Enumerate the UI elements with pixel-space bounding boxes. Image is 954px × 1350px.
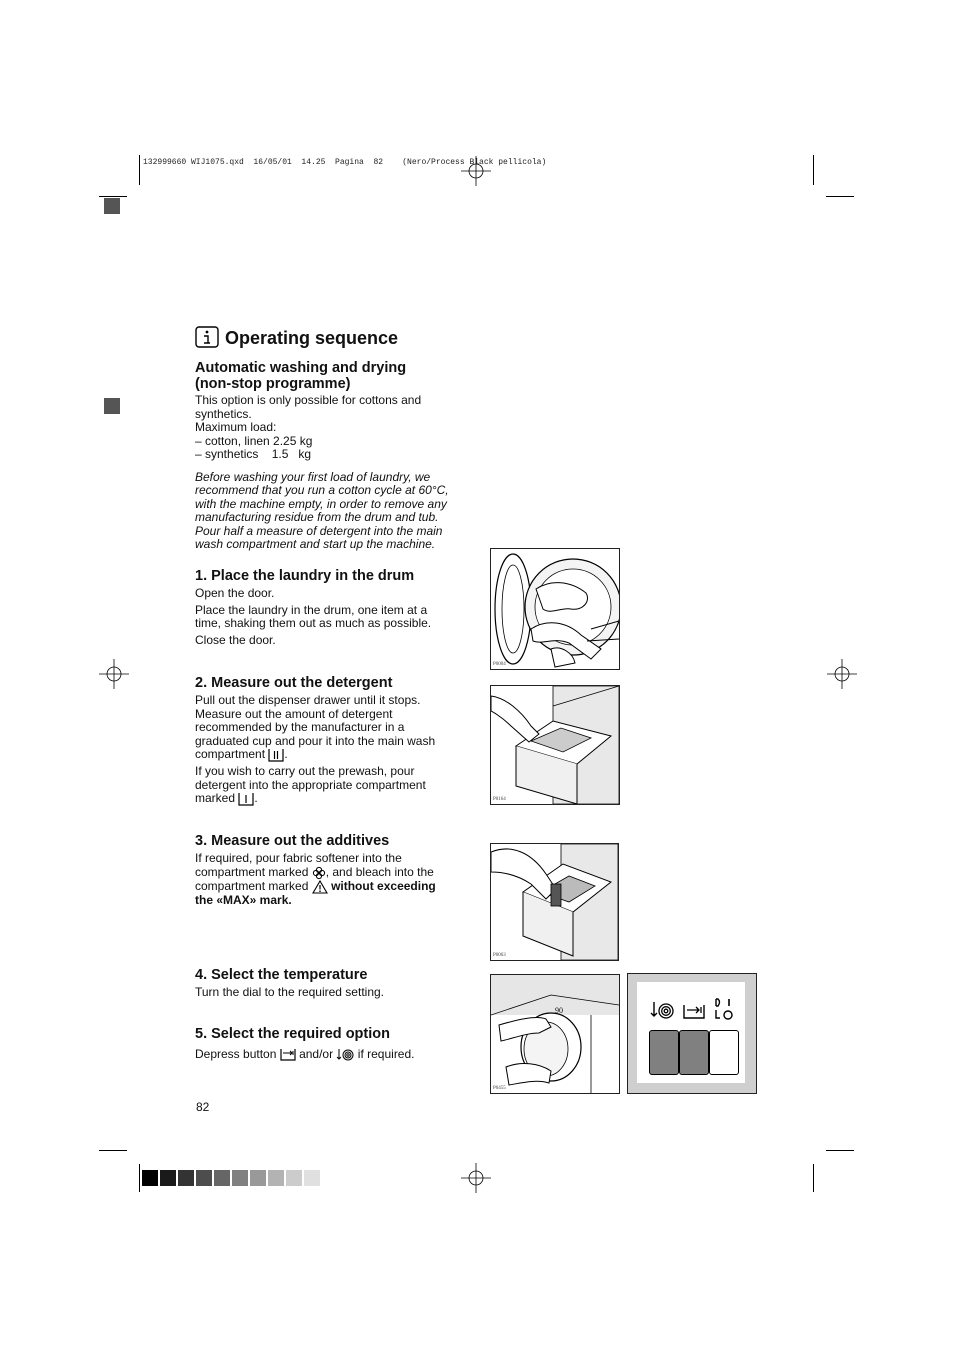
prewash-compartment-icon bbox=[238, 792, 254, 806]
intro-line: – cotton, linen 2.25 kg bbox=[195, 433, 313, 448]
main-wash-compartment-icon bbox=[268, 748, 284, 762]
step-2-line: graduated cup and pour it into the main wash bbox=[195, 733, 436, 748]
fabric-softener-flower-icon bbox=[312, 866, 326, 880]
step-2-text bbox=[195, 765, 460, 806]
step-2-line: detergent into the appropriate compartment bbox=[195, 777, 426, 792]
intro-line: – synthetics 1.5 kg bbox=[195, 447, 312, 461]
info-icon bbox=[195, 326, 219, 350]
figure-code: P0004 bbox=[493, 662, 506, 667]
step-2-line: Measure out the amount of detergent bbox=[195, 706, 393, 721]
margin-marker bbox=[104, 198, 120, 214]
spin-reduction-icon bbox=[336, 1048, 354, 1061]
color-swatch bbox=[160, 1170, 176, 1186]
intro-text bbox=[195, 394, 460, 462]
color-swatch bbox=[286, 1170, 302, 1186]
note-line: Before washing your first load of laundry, we bbox=[195, 469, 431, 484]
step-1-heading: 1. Place the laundry in the drum bbox=[195, 568, 415, 584]
step-1-text bbox=[195, 604, 460, 631]
bleach-triangle-icon bbox=[312, 880, 328, 894]
step-3-section bbox=[195, 833, 460, 907]
figure-code: P0455 bbox=[493, 1086, 506, 1091]
step-3-warning: without exceeding bbox=[331, 878, 436, 893]
figure-code: P0063 bbox=[493, 953, 506, 958]
color-swatch bbox=[196, 1170, 212, 1186]
crop-mark bbox=[139, 155, 140, 185]
page-number: 82 bbox=[196, 1100, 210, 1114]
extra-rinse-icon bbox=[280, 1048, 296, 1061]
step-2-line: recommended by the manufacturer in a bbox=[195, 720, 405, 734]
figure-additives bbox=[490, 843, 619, 961]
step-3-heading: 3. Measure out the additives bbox=[195, 833, 390, 849]
drum-illustration bbox=[491, 549, 619, 669]
crop-mark bbox=[826, 196, 854, 197]
subtitle-line: (non-stop programme) bbox=[195, 376, 351, 392]
step-5-line: if required. bbox=[357, 1047, 415, 1061]
registration-mark bbox=[461, 156, 491, 186]
note-line: recommend that you run a cotton cycle at 60°C, bbox=[195, 483, 449, 497]
step-2-line: compartment bbox=[195, 747, 266, 762]
step-4-text: Turn the dial to the required setting. bbox=[195, 985, 384, 999]
panel-inner bbox=[637, 982, 745, 1083]
step-3-warning: the «MAX» mark. bbox=[195, 892, 292, 907]
step-1-line: time, shaking them out as much as possible. bbox=[195, 616, 432, 630]
color-swatch bbox=[178, 1170, 194, 1186]
dial-illustration bbox=[491, 975, 619, 1093]
step-3-line: compartment marked bbox=[195, 864, 309, 879]
crop-mark bbox=[826, 1150, 854, 1151]
crop-mark bbox=[99, 196, 127, 197]
extra-rinse-button[interactable] bbox=[679, 1030, 709, 1075]
registration-mark bbox=[99, 659, 129, 689]
crop-mark bbox=[99, 1150, 127, 1151]
step-4-section bbox=[195, 967, 460, 1000]
step-3-line: If required, pour fabric softener into the bbox=[195, 851, 402, 865]
punctuation: . bbox=[284, 747, 288, 762]
subtitle-line: Automatic washing and drying bbox=[195, 360, 407, 376]
step-3-line: compartment marked bbox=[195, 878, 309, 893]
page-title-text: Operating sequence bbox=[225, 328, 399, 348]
step-2-section bbox=[195, 675, 460, 806]
color-swatch bbox=[142, 1170, 158, 1186]
intro-line: Maximum load: bbox=[195, 420, 277, 434]
spin-reduction-button[interactable] bbox=[649, 1030, 679, 1075]
step-1-section bbox=[195, 568, 460, 647]
section-subtitle bbox=[195, 360, 460, 392]
step-2-text bbox=[195, 694, 460, 762]
figure-option-panel bbox=[627, 973, 757, 1094]
first-wash-note bbox=[195, 471, 460, 552]
figure-detergent-drawer bbox=[490, 685, 620, 805]
intro-line: synthetics. bbox=[195, 406, 252, 421]
dial-value: 90 bbox=[555, 1006, 563, 1015]
step-1-line: Place the laundry in the drum, one item at a bbox=[195, 602, 428, 617]
step-5-line: and/or bbox=[299, 1047, 334, 1061]
note-line: manufacturing residue from the drum and tub. bbox=[195, 510, 439, 524]
spin-reduction-icon bbox=[650, 1001, 674, 1019]
note-line: Pour half a measure of detergent into the main bbox=[195, 523, 443, 538]
note-line: wash compartment and start up the machine. bbox=[195, 537, 436, 551]
registration-mark bbox=[827, 659, 857, 689]
registration-mark bbox=[461, 1163, 491, 1193]
crop-mark bbox=[813, 155, 814, 185]
color-swatch bbox=[250, 1170, 266, 1186]
color-swatch bbox=[268, 1170, 284, 1186]
step-2-line: marked bbox=[195, 791, 236, 806]
punctuation: . bbox=[254, 791, 258, 806]
figure-load-drum bbox=[490, 548, 620, 670]
power-on-off-icon bbox=[713, 997, 735, 1021]
step-3-line: , and bleach into the bbox=[325, 864, 434, 879]
step-3-text bbox=[195, 852, 460, 907]
step-5-section bbox=[195, 1026, 460, 1062]
crop-mark bbox=[139, 1164, 140, 1192]
note-line: with the machine empty, in order to remove any bbox=[195, 496, 447, 511]
print-header: 132999660 WIJ1075.qxd 16/05/01 14.25 Pagina 82 (Nero/Process Black pellicola) bbox=[143, 158, 547, 167]
step-5-line: Depress button bbox=[195, 1047, 277, 1061]
step-5-heading: 5. Select the required option bbox=[195, 1026, 390, 1042]
figure-temperature-dial bbox=[490, 974, 620, 1094]
margin-marker bbox=[104, 398, 120, 414]
step-2-line: Pull out the dispenser drawer until it stops. bbox=[195, 693, 421, 707]
step-4-heading: 4. Select the temperature bbox=[195, 967, 368, 983]
figure-code: P0164 bbox=[493, 797, 506, 802]
step-2-line: If you wish to carry out the prewash, pour bbox=[195, 764, 415, 778]
step-5-text bbox=[195, 1048, 460, 1062]
extra-rinse-icon bbox=[683, 1004, 705, 1019]
step-2-heading: 2. Measure out the detergent bbox=[195, 675, 393, 691]
intro-section bbox=[195, 326, 460, 552]
step-1-text: Close the door. bbox=[195, 632, 276, 647]
color-swatch bbox=[304, 1170, 320, 1186]
page-title bbox=[195, 326, 460, 350]
drawer-illustration bbox=[491, 686, 619, 804]
step-1-text: Open the door. bbox=[195, 586, 275, 600]
additives-illustration bbox=[491, 844, 618, 960]
intro-line: This option is only possible for cottons and bbox=[195, 393, 422, 407]
color-swatch bbox=[214, 1170, 230, 1186]
crop-mark bbox=[813, 1164, 814, 1192]
color-swatch bbox=[232, 1170, 248, 1186]
on-off-button[interactable] bbox=[709, 1030, 739, 1075]
